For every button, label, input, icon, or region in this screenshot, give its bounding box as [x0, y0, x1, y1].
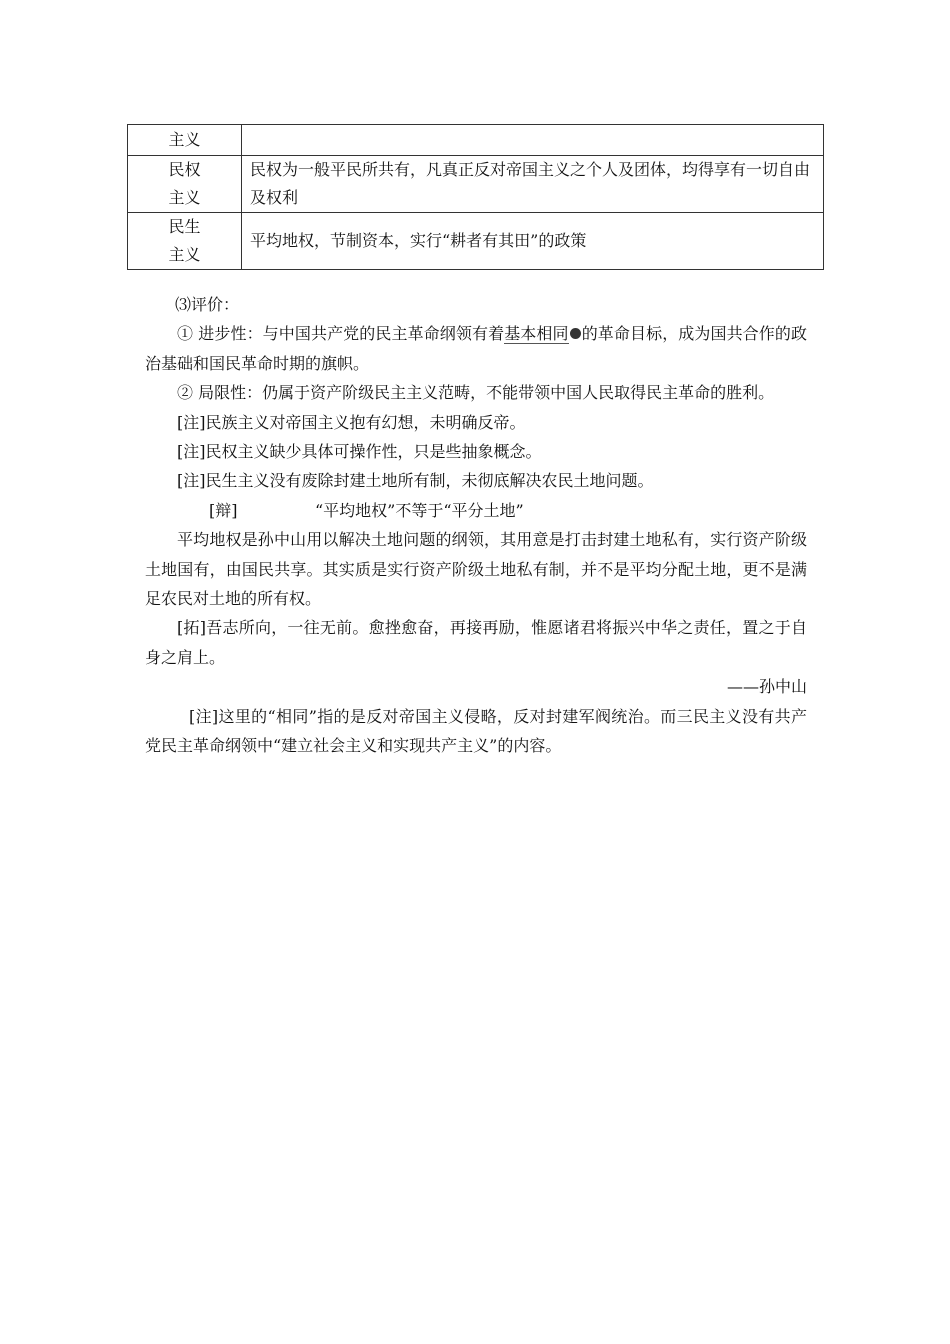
advantage-prefix: ① 进步性：与中国共产党的民主革命纲领有着	[177, 324, 505, 344]
bian-paragraph: 平均地权是孙中山用以解决土地问题的纲领，其用意是打击封建土地私有，实行资产阶级土地国有，由国民共享。其实质是实行资产阶级土地私有制，并不是平均分配土地，更不是满足农民对土地的所有权。	[145, 530, 807, 609]
bian-heading	[145, 496, 807, 525]
term-text: 主义	[168, 130, 201, 149]
table-term-cell	[128, 156, 242, 213]
quote-signature: ——孙中山	[726, 677, 807, 697]
bian-label: [辩]	[209, 500, 238, 520]
eval-heading: ⑶评价：	[175, 295, 240, 314]
limitation-paragraph: ② 局限性：仍属于资产阶级民主主义范畴，不能带领中国人民取得民主革命的胜利。	[177, 383, 775, 403]
term-text: 民权	[168, 160, 201, 179]
advantage-suffix: 的革命目标，成为国共合作的政治基础和国民革命时期的旗帜。	[145, 324, 807, 373]
table-row	[128, 156, 824, 213]
table-term-cell	[128, 125, 242, 156]
note-marker-icon	[570, 328, 581, 339]
term-text: 民生	[168, 217, 201, 236]
principles-table	[127, 124, 824, 270]
body-text	[145, 290, 807, 761]
table-row	[128, 213, 824, 270]
underlined-phrase: 基本相同	[504, 324, 569, 344]
table-row	[128, 125, 824, 156]
table-desc-cell: 民权为一般平民所共有，凡真正反对帝国主义之个人及团体，均得享有一切自由及权利	[242, 156, 824, 213]
table-desc-cell: 平均地权，节制资本，实行“耕者有其田”的政策	[242, 213, 824, 270]
note-paragraph: [注]民族主义对帝国主义抱有幻想，未明确反帝。	[177, 412, 526, 432]
table-term-cell	[128, 213, 242, 270]
note-paragraph: [注]民生主义没有废除封建土地所有制，未彻底解决农民土地问题。	[177, 471, 654, 491]
note-paragraph: [注]民权主义缺少具体可操作性，只是些抽象概念。	[177, 442, 542, 462]
bian-title: “平均地权”不等于“平分土地”	[315, 500, 524, 520]
term-text: 主义	[168, 245, 201, 264]
tuo-paragraph: [拓]吾志所向，一往无前。愈挫愈奋，再接再励，惟愿诸君将振兴中华之责任，置之于自身之肩上。	[145, 618, 807, 667]
table-desc-cell	[242, 125, 824, 156]
term-text: 主义	[168, 188, 201, 207]
note-paragraph: [注]这里的“相同”指的是反对帝国主义侵略，反对封建军阀统治。而三民主义没有共产党民主革命纲领中“建立社会主义和实现共产主义”的内容。	[145, 706, 807, 756]
advantage-paragraph	[145, 319, 807, 378]
